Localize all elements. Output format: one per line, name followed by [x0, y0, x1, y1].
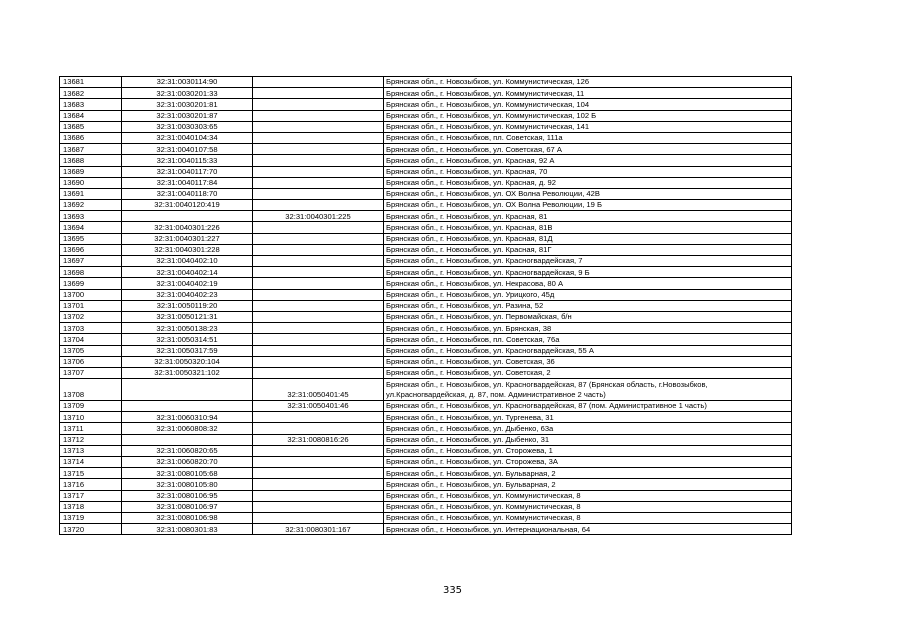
record-number-cell: 13695 — [60, 233, 122, 244]
record-number-cell: 13707 — [60, 367, 122, 378]
table-row — [60, 423, 792, 434]
related-cadastral-number-cell — [253, 501, 384, 512]
table-row — [60, 200, 792, 211]
address-cell: Брянская обл., г. Новозыбков, ул. Бульварная, 2 — [384, 479, 792, 490]
record-number-cell: 13718 — [60, 501, 122, 512]
table-row — [60, 412, 792, 423]
record-number-cell: 13701 — [60, 300, 122, 311]
related-cadastral-number-cell — [253, 468, 384, 479]
cadastral-number-cell: 32:31:0050121:31 — [122, 311, 253, 322]
related-cadastral-number-cell — [253, 144, 384, 155]
record-number-cell: 13691 — [60, 188, 122, 199]
record-number-cell: 13717 — [60, 490, 122, 501]
cadastral-number-cell: 32:31:0040104:34 — [122, 132, 253, 143]
record-number-cell: 13686 — [60, 132, 122, 143]
related-cadastral-number-cell — [253, 323, 384, 334]
related-cadastral-number-cell: 32:31:0080301:167 — [253, 524, 384, 535]
related-cadastral-number-cell — [253, 166, 384, 177]
table-row — [60, 490, 792, 501]
record-number-cell: 13700 — [60, 289, 122, 300]
table-row — [60, 256, 792, 267]
related-cadastral-number-cell — [253, 222, 384, 233]
record-number-cell: 13703 — [60, 323, 122, 334]
address-cell: Брянская обл., г. Новозыбков, ул. Коммунистическая, 8 — [384, 490, 792, 501]
table-row — [60, 379, 792, 401]
record-number-cell: 13687 — [60, 144, 122, 155]
cadastral-number-cell: 32:31:0050119:20 — [122, 300, 253, 311]
related-cadastral-number-cell: 32:31:0050401:46 — [253, 401, 384, 412]
address-cell: Брянская обл., г. Новозыбков, ул. Красногвардейская, 87 (Брянская область, г.Новозыбков, ул.Красногвардейская, д. 87, пом. Административное 2 часть) — [384, 379, 792, 401]
related-cadastral-number-cell — [253, 367, 384, 378]
address-cell: Брянская обл., г. Новозыбков, ул. Коммунистическая, 11 — [384, 88, 792, 99]
related-cadastral-number-cell — [253, 445, 384, 456]
address-cell: Брянская обл., г. Новозыбков, ул. Красная, д. 92 — [384, 177, 792, 188]
record-number-cell: 13692 — [60, 200, 122, 211]
address-cell: Брянская обл., г. Новозыбков, ул. ОХ Волна Революции, 19 Б — [384, 200, 792, 211]
address-cell: Брянская обл., г. Новозыбков, ул. Первомайская, б/н — [384, 311, 792, 322]
record-number-cell: 13682 — [60, 88, 122, 99]
address-cell: Брянская обл., г. Новозыбков, ул. Красногвардейская, 9 Б — [384, 267, 792, 278]
related-cadastral-number-cell: 32:31:0040301:225 — [253, 211, 384, 222]
record-number-cell: 13690 — [60, 177, 122, 188]
related-cadastral-number-cell — [253, 345, 384, 356]
table-row — [60, 457, 792, 468]
cadastral-number-cell: 32:31:0080106:97 — [122, 501, 253, 512]
table-row — [60, 88, 792, 99]
table-row — [60, 367, 792, 378]
record-number-cell: 13702 — [60, 311, 122, 322]
table-row — [60, 99, 792, 110]
address-cell: Брянская обл., г. Новозыбков, ул. Советская, 2 — [384, 367, 792, 378]
cadastral-number-cell: 32:31:0040120:419 — [122, 200, 253, 211]
table-row — [60, 155, 792, 166]
related-cadastral-number-cell — [253, 88, 384, 99]
address-cell: Брянская обл., г. Новозыбков, ул. Красная, 81 — [384, 211, 792, 222]
related-cadastral-number-cell — [253, 188, 384, 199]
record-number-cell: 13716 — [60, 479, 122, 490]
address-cell: Брянская обл., г. Новозыбков, ул. Урицкого, 45д — [384, 289, 792, 300]
record-number-cell: 13711 — [60, 423, 122, 434]
related-cadastral-number-cell — [253, 110, 384, 121]
address-cell: Брянская обл., г. Новозыбков, пл. Советская, 111а — [384, 132, 792, 143]
address-cell: Брянская обл., г. Новозыбков, ул. Дыбенко, 31 — [384, 434, 792, 445]
related-cadastral-number-cell — [253, 121, 384, 132]
address-cell: Брянская обл., г. Новозыбков, ул. Красная, 70 — [384, 166, 792, 177]
address-cell: Брянская обл., г. Новозыбков, ул. ОХ Волна Революции, 42В — [384, 188, 792, 199]
record-number-cell: 13693 — [60, 211, 122, 222]
cadastral-number-cell: 32:31:0050320:104 — [122, 356, 253, 367]
address-cell: Брянская обл., г. Новозыбков, ул. Некрасова, 80 А — [384, 278, 792, 289]
related-cadastral-number-cell — [253, 490, 384, 501]
cadastral-number-cell: 32:31:0030201:87 — [122, 110, 253, 121]
address-cell: Брянская обл., г. Новозыбков, ул. Сторожева, 3А — [384, 457, 792, 468]
property-registry-table — [59, 76, 792, 535]
address-cell: Брянская обл., г. Новозыбков, ул. Брянская, 38 — [384, 323, 792, 334]
cadastral-number-cell: 32:31:0080105:68 — [122, 468, 253, 479]
related-cadastral-number-cell — [253, 77, 384, 88]
table-row — [60, 110, 792, 121]
record-number-cell: 13715 — [60, 468, 122, 479]
address-cell: Брянская обл., г. Новозыбков, ул. Коммунистическая, 102 Б — [384, 110, 792, 121]
cadastral-number-cell: 32:31:0040117:70 — [122, 166, 253, 177]
table-row — [60, 166, 792, 177]
record-number-cell: 13709 — [60, 401, 122, 412]
address-cell: Брянская обл., г. Новозыбков, ул. Сторожева, 1 — [384, 445, 792, 456]
table-row — [60, 144, 792, 155]
table-row — [60, 334, 792, 345]
related-cadastral-number-cell — [253, 155, 384, 166]
address-cell: Брянская обл., г. Новозыбков, ул. Интернациональная, 64 — [384, 524, 792, 535]
cadastral-number-cell: 32:31:0040402:19 — [122, 278, 253, 289]
related-cadastral-number-cell — [253, 423, 384, 434]
address-cell: Брянская обл., г. Новозыбков, ул. Красногвардейская, 7 — [384, 256, 792, 267]
related-cadastral-number-cell — [253, 356, 384, 367]
record-number-cell: 13705 — [60, 345, 122, 356]
table-row — [60, 479, 792, 490]
table-row — [60, 244, 792, 255]
address-cell: Брянская обл., г. Новозыбков, ул. Дыбенко, 63а — [384, 423, 792, 434]
cadastral-number-cell: 32:31:0060820:70 — [122, 457, 253, 468]
record-number-cell: 13720 — [60, 524, 122, 535]
related-cadastral-number-cell — [253, 311, 384, 322]
address-cell: Брянская обл., г. Новозыбков, ул. Коммунистическая, 126 — [384, 77, 792, 88]
cadastral-number-cell: 32:31:0040301:226 — [122, 222, 253, 233]
address-cell: Брянская обл., г. Новозыбков, ул. Коммунистическая, 8 — [384, 512, 792, 523]
record-number-cell: 13710 — [60, 412, 122, 423]
address-cell: Брянская обл., г. Новозыбков, ул. Красная, 81Д — [384, 233, 792, 244]
related-cadastral-number-cell — [253, 132, 384, 143]
cadastral-number-cell: 32:31:0040301:228 — [122, 244, 253, 255]
cadastral-number-cell: 32:31:0060310:94 — [122, 412, 253, 423]
address-cell: Брянская обл., г. Новозыбков, ул. Красногвардейская, 55 А — [384, 345, 792, 356]
address-cell: Брянская обл., г. Новозыбков, ул. Советская, 67 А — [384, 144, 792, 155]
address-cell: Брянская обл., г. Новозыбков, ул. Бульварная, 2 — [384, 468, 792, 479]
address-cell: Брянская обл., г. Новозыбков, ул. Красная, 81Г — [384, 244, 792, 255]
related-cadastral-number-cell — [253, 99, 384, 110]
related-cadastral-number-cell — [253, 233, 384, 244]
related-cadastral-number-cell — [253, 200, 384, 211]
related-cadastral-number-cell — [253, 479, 384, 490]
table-row — [60, 222, 792, 233]
table-row — [60, 311, 792, 322]
table-row — [60, 77, 792, 88]
record-number-cell: 13684 — [60, 110, 122, 121]
related-cadastral-number-cell — [253, 244, 384, 255]
cadastral-number-cell — [122, 211, 253, 222]
related-cadastral-number-cell — [253, 289, 384, 300]
record-number-cell: 13688 — [60, 155, 122, 166]
record-number-cell: 13699 — [60, 278, 122, 289]
registry-table-body — [60, 77, 792, 535]
record-number-cell: 13694 — [60, 222, 122, 233]
record-number-cell: 13696 — [60, 244, 122, 255]
related-cadastral-number-cell — [253, 512, 384, 523]
table-row — [60, 121, 792, 132]
table-row — [60, 323, 792, 334]
related-cadastral-number-cell — [253, 334, 384, 345]
cadastral-number-cell: 32:31:0040117:84 — [122, 177, 253, 188]
related-cadastral-number-cell — [253, 177, 384, 188]
table-row — [60, 512, 792, 523]
cadastral-number-cell: 32:31:0060820:65 — [122, 445, 253, 456]
cadastral-number-cell: 32:31:0040402:14 — [122, 267, 253, 278]
table-row — [60, 524, 792, 535]
record-number-cell: 13697 — [60, 256, 122, 267]
cadastral-number-cell — [122, 379, 253, 401]
address-cell: Брянская обл., г. Новозыбков, ул. Советская, 36 — [384, 356, 792, 367]
cadastral-number-cell: 32:31:0080106:98 — [122, 512, 253, 523]
table-row — [60, 345, 792, 356]
table-row — [60, 211, 792, 222]
table-row — [60, 267, 792, 278]
related-cadastral-number-cell — [253, 457, 384, 468]
record-number-cell: 13689 — [60, 166, 122, 177]
record-number-cell: 13706 — [60, 356, 122, 367]
cadastral-number-cell: 32:31:0080106:95 — [122, 490, 253, 501]
table-row — [60, 233, 792, 244]
record-number-cell: 13704 — [60, 334, 122, 345]
table-row — [60, 434, 792, 445]
cadastral-number-cell: 32:31:0030114:90 — [122, 77, 253, 88]
related-cadastral-number-cell — [253, 278, 384, 289]
related-cadastral-number-cell — [253, 267, 384, 278]
record-number-cell: 13714 — [60, 457, 122, 468]
table-row — [60, 445, 792, 456]
cadastral-number-cell: 32:31:0040107:58 — [122, 144, 253, 155]
table-row — [60, 401, 792, 412]
address-cell: Брянская обл., г. Новозыбков, ул. Коммунистическая, 141 — [384, 121, 792, 132]
address-cell: Брянская обл., г. Новозыбков, пл. Советская, 76а — [384, 334, 792, 345]
cadastral-number-cell: 32:31:0080301:83 — [122, 524, 253, 535]
cadastral-number-cell — [122, 401, 253, 412]
address-cell: Брянская обл., г. Новозыбков, ул. Красная, 81В — [384, 222, 792, 233]
address-cell: Брянская обл., г. Новозыбков, ул. Тургенева, 31 — [384, 412, 792, 423]
table-row — [60, 132, 792, 143]
record-number-cell: 13712 — [60, 434, 122, 445]
table-row — [60, 300, 792, 311]
table-row — [60, 278, 792, 289]
cadastral-number-cell: 32:31:0050138:23 — [122, 323, 253, 334]
cadastral-number-cell: 32:31:0030303:65 — [122, 121, 253, 132]
record-number-cell: 13681 — [60, 77, 122, 88]
address-cell: Брянская обл., г. Новозыбков, ул. Разина, 52 — [384, 300, 792, 311]
related-cadastral-number-cell: 32:31:0080816:26 — [253, 434, 384, 445]
cadastral-number-cell — [122, 434, 253, 445]
cadastral-number-cell: 32:31:0040115:33 — [122, 155, 253, 166]
record-number-cell: 13719 — [60, 512, 122, 523]
related-cadastral-number-cell — [253, 412, 384, 423]
table-row — [60, 188, 792, 199]
address-cell: Брянская обл., г. Новозыбков, ул. Коммунистическая, 8 — [384, 501, 792, 512]
related-cadastral-number-cell — [253, 256, 384, 267]
cadastral-number-cell: 32:31:0030201:81 — [122, 99, 253, 110]
cadastral-number-cell: 32:31:0080105:80 — [122, 479, 253, 490]
cadastral-number-cell: 32:31:0030201:33 — [122, 88, 253, 99]
table-row — [60, 177, 792, 188]
table-row — [60, 289, 792, 300]
cadastral-number-cell: 32:31:0040402:23 — [122, 289, 253, 300]
record-number-cell: 13708 — [60, 379, 122, 401]
address-cell: Брянская обл., г. Новозыбков, ул. Красногвардейская, 87 (пом. Административное 1 часть) — [384, 401, 792, 412]
cadastral-number-cell: 32:31:0040402:10 — [122, 256, 253, 267]
table-row — [60, 356, 792, 367]
table-row — [60, 501, 792, 512]
cadastral-number-cell: 32:31:0050321:102 — [122, 367, 253, 378]
address-cell: Брянская обл., г. Новозыбков, ул. Коммунистическая, 104 — [384, 99, 792, 110]
record-number-cell: 13683 — [60, 99, 122, 110]
cadastral-number-cell: 32:31:0040118:70 — [122, 188, 253, 199]
cadastral-number-cell: 32:31:0040301:227 — [122, 233, 253, 244]
cadastral-number-cell: 32:31:0050317:59 — [122, 345, 253, 356]
record-number-cell: 13698 — [60, 267, 122, 278]
cadastral-number-cell: 32:31:0060808:32 — [122, 423, 253, 434]
related-cadastral-number-cell — [253, 300, 384, 311]
table-row — [60, 468, 792, 479]
address-cell: Брянская обл., г. Новозыбков, ул. Красная, 92 А — [384, 155, 792, 166]
page-number: 335 — [442, 585, 463, 596]
record-number-cell: 13685 — [60, 121, 122, 132]
record-number-cell: 13713 — [60, 445, 122, 456]
cadastral-number-cell: 32:31:0050314:51 — [122, 334, 253, 345]
related-cadastral-number-cell: 32:31:0050401:45 — [253, 379, 384, 401]
